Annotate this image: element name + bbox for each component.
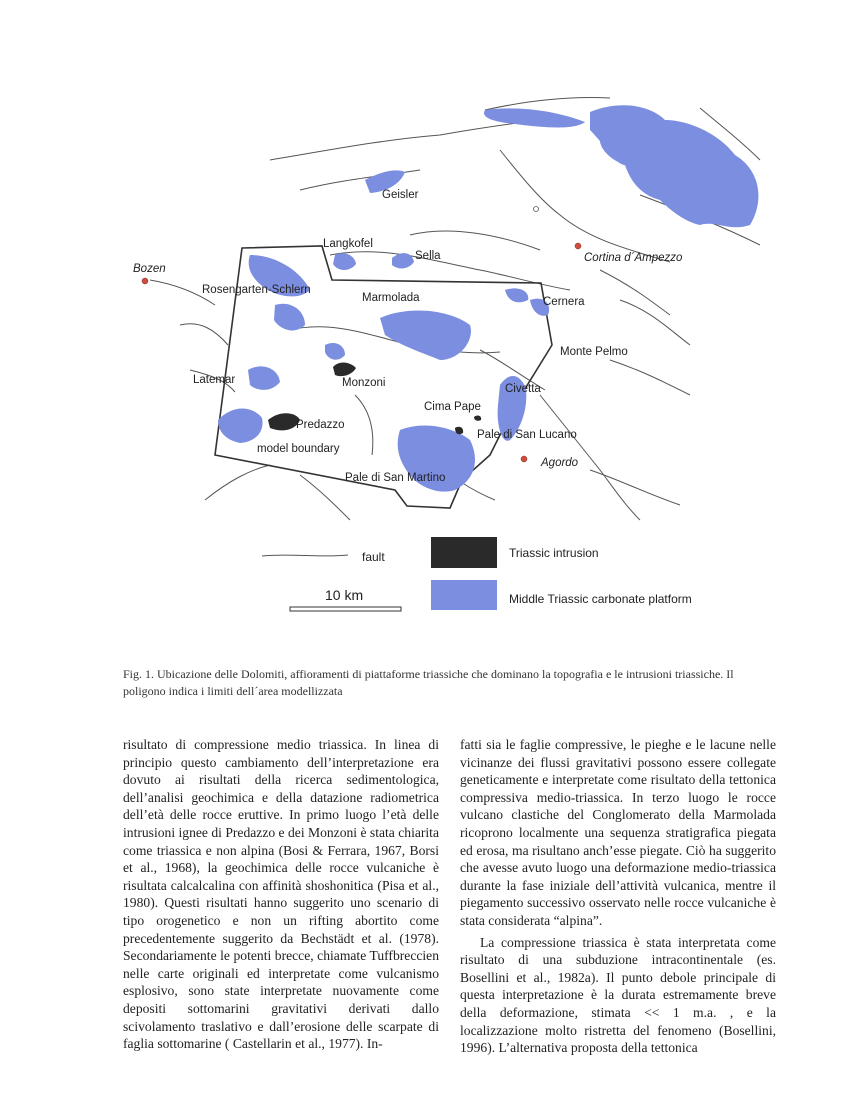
label-monte-pelmo: Monte Pelmo [560,346,628,358]
map-legend [262,537,692,611]
scale-bar [290,607,401,611]
label-pale-san-lucano: Pale di San Lucano [477,429,577,441]
label-sella: Sella [415,250,441,262]
label-pale-san-martino: Pale di San Martino [345,472,446,484]
label-cortina: Cortina d´Ampezzo [584,252,683,264]
legend-platform-label: Middle Triassic carbonate platform [509,592,692,606]
legend-fault-label: fault [362,550,385,564]
label-agordo: Agordo [541,457,579,469]
right-paragraph-2: La compressione triassica è stata interpretata come risultato di una subduzione intracontinentale (es. Bosellini et al., 1982a). Il punto debole principale di questa interpretazione è la durata estremamente breve della deformazione, stimata << 1 m.a. , e la localizzazione molto ristretta del fenomeno (Bosellini, 1996). L’alternativa proposta della tettonica [460,934,776,1056]
label-monzoni: Monzoni [342,377,386,389]
label-cernera: Cernera [543,296,585,308]
label-geisler: Geisler [382,189,419,201]
label-civetta: Civetta [505,383,541,395]
label-predazzo: Predazzo [296,419,345,431]
right-paragraph-1: fatti sia le faglie compressive, le pieghe e le lacune nelle vicinanze dei flussi gravitativi possono essere collegate geneticamente e interpretate come risultato della tettonica compressiva medio-triassica. In terzo luogo le rocce vulcano clastiche del Conglomerato della Marmolada ricoprono localmente una sequenza stratigrafica piegata ed erosa, ma risultano anch’esse piegate. Ciò ha suggerito che avesse avuto luogo una deformazione medio-triassica durante la fase iniziale dell’attività vulcanica, mentre il piegamento successivo osservato nelle rocce vulcaniche è stata considerata “alpina”. [460,737,776,928]
left-paragraph-1: risultato di compressione medio triassica. In linea di principio questo cambiamento dell’interpretazione era dovuto ai risultati della ricerca sedimentologica, dell’analisi geochimica e della datazione radiometrica dell’età delle rocce eruttive. In primo luogo l’età delle intrusioni ignee di Predazzo e dei Monzoni è stata chiarita come triassica e non alpina (Bosi & Ferrara, 1967, Borsi et al., 1968), la geochimica delle rocce vulcaniche è risultata calcalcalina con affinità shoshonitica (Pisa et al., 1980). Questi risultati hanno suggerito uno scenario di tipo orogenetico e non un rifting abortito come precedentemente suggerito da Bechstädt et al. (1978). Secondariamente le potenti brecce, chiamate Tuffbreccien nelle carte originali ed interpretate come vulcanismo esplosivo, sono state interpretate nuovamente come depositi sottomarini gravitativi derivati dallo scivolamento traslativo e dall’erosione delle scarpate di faglia sottomarine ( Castellarin et al., 1977). In- [123,737,439,1052]
label-rosengarten: Rosengarten-Schlern [202,284,311,296]
label-marmolada: Marmolada [362,292,420,304]
left-column [123,736,439,1053]
label-model-boundary: model boundary [257,443,340,455]
right-column [460,736,776,1057]
legend-platform-swatch [431,580,497,610]
label-bozen: Bozen [133,263,166,275]
figure-caption: Fig. 1. Ubicazione delle Dolomiti, affioramenti di piattaforme triassiche che dominano la topografia e le intrusioni triassiche. Il poligono indica i limiti dell´area modellizzata [123,667,734,698]
legend-intrusion-label: Triassic intrusion [509,546,599,560]
label-langkofel: Langkofel [323,238,373,250]
label-cima-pape: Cima Pape [424,401,481,413]
legend-intrusion-swatch [431,537,497,568]
label-latemar: Latemar [193,374,236,386]
scale-bar-label: 10 km [325,587,364,603]
